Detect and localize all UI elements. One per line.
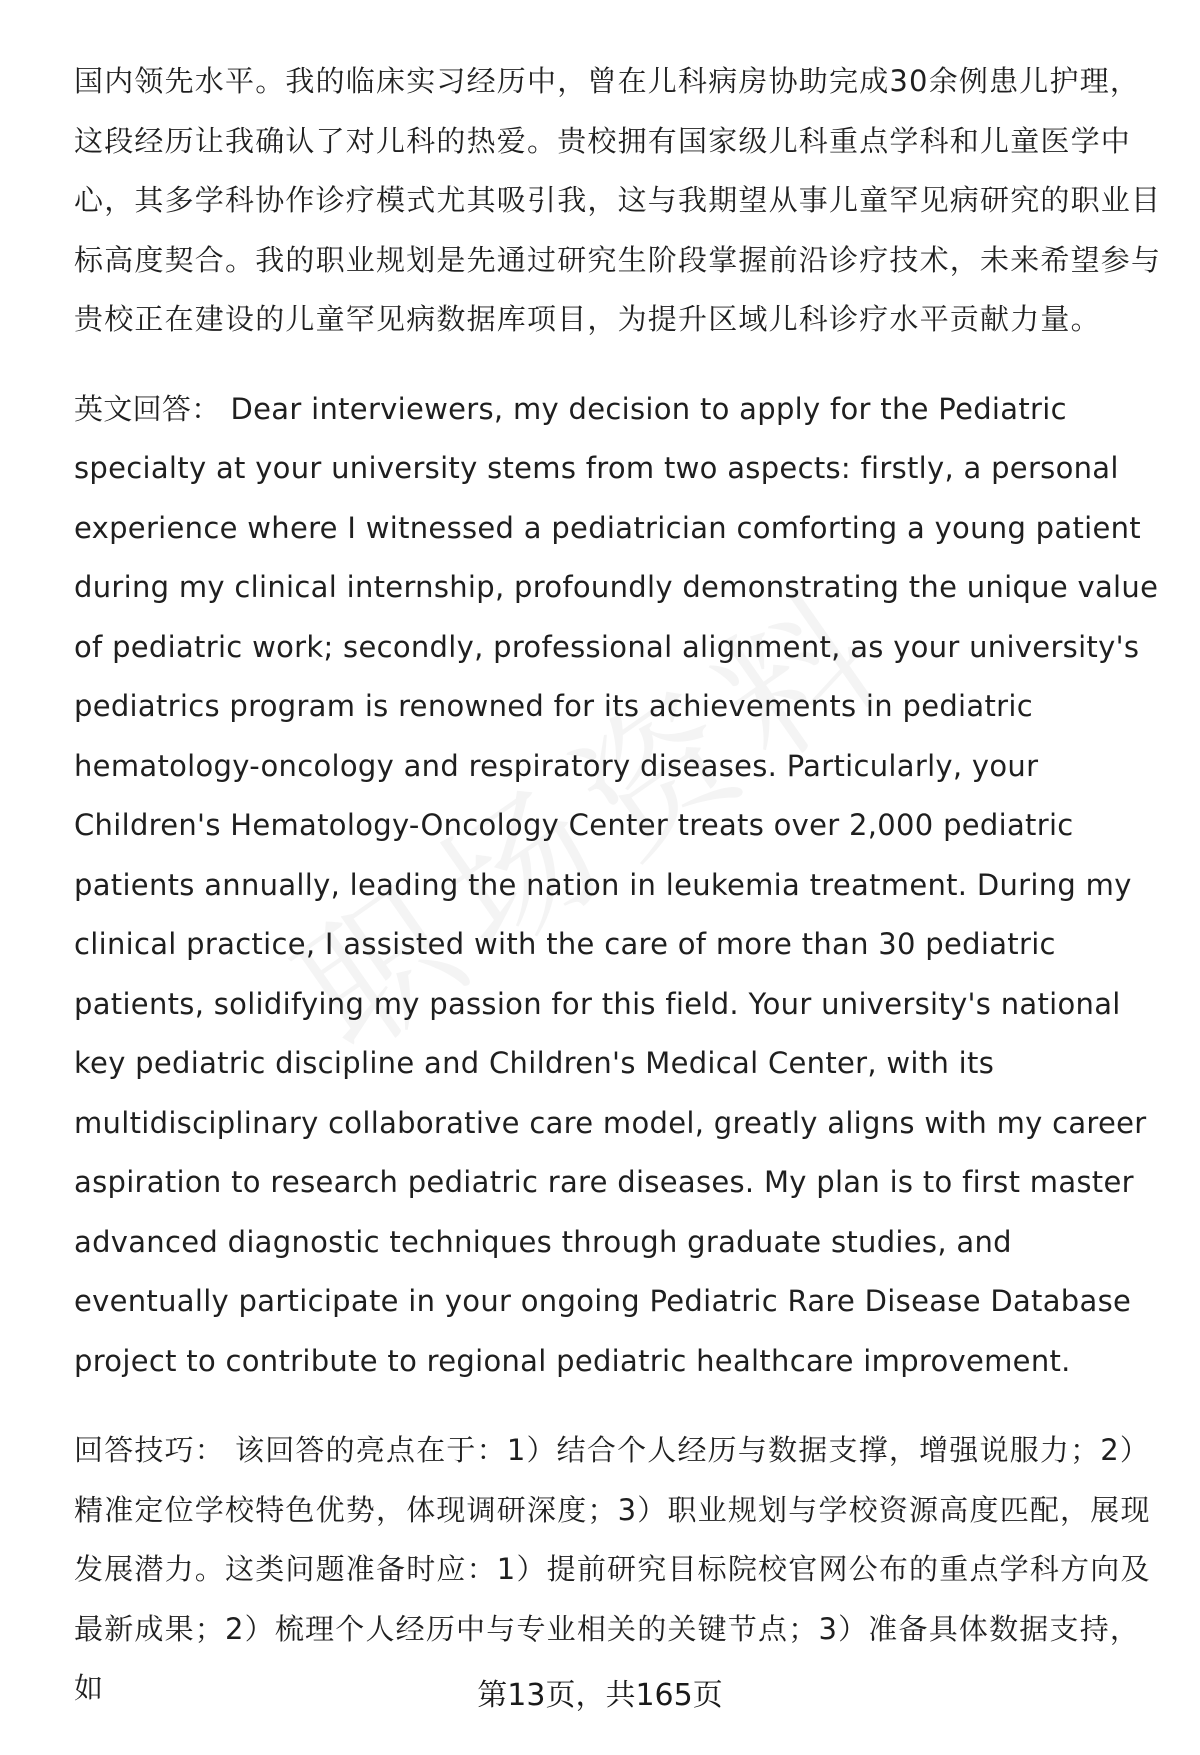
document-body: [74, 52, 1164, 1719]
answer-tips-text: 该回答的亮点在于：1）结合个人经历与数据支撑，增强说服力；2）精准定位学校特色优势，体现调研深度；3）职业规划与学校资源高度匹配，展现发展潜力。这类问题准备时应：1）提前研究目标院校官网公布的重点学科方向及最新成果；2）梳理个人经历中与专业相关的关键节点；3）准备具体数据支持，如: [74, 1433, 1151, 1705]
paragraph-english-answer: [74, 380, 1164, 1392]
answer-tips-label: 回答技巧：: [74, 1433, 226, 1467]
english-answer-text: Dear interviewers, my decision to apply for the Pediatric specialty at your university stems from two aspects: firstly, a personal experience where I witnessed a pediatrician comforting a young patient during my clinical internship, profoundly demonstrating the unique value of pediatric work; secondly, professional alignment, as your university's pediatrics program is renowned for its achievements in pediatric hematology-oncology and respiratory diseases. Particularly, your Children's Hematology-Oncology Center treats over 2,000 pediatric patients annually, leading the nation in leukemia treatment. During my clinical practice, I assisted with the care of more than 30 pediatric patients, solidifying my passion for this field. Your university's national key pediatric discipline and Children's Medical Center, with its multidisciplinary collaborative care model, greatly aligns with my career aspiration to research pediatric rare diseases. My plan is to first master advanced diagnostic techniques through graduate studies, and eventually participate in your ongoing Pediatric Rare Disease Database project to contribute to regional pediatric healthcare improvement.: [74, 391, 1159, 1378]
english-answer-label: 英文回答：: [74, 391, 221, 426]
page-number-footer: 第13页，共165页: [477, 1678, 723, 1713]
paragraph-chinese-answer-continued: 国内领先水平。我的临床实习经历中，曾在儿科病房协助完成30余例患儿护理，这段经历让我确认了对儿科的热爱。贵校拥有国家级儿科重点学科和儿童医学中心，其多学科协作诊疗模式尤其吸引我，这与我期望从事儿童罕见病研究的职业目标高度契合。我的职业规划是先通过研究生阶段掌握前沿诊疗技术，未来希望参与贵校正在建设的儿童罕见病数据库项目，为提升区域儿科诊疗水平贡献力量。: [74, 64, 1162, 336]
paragraph-gap: [74, 1391, 1164, 1421]
paragraph-gap: [74, 350, 1164, 380]
